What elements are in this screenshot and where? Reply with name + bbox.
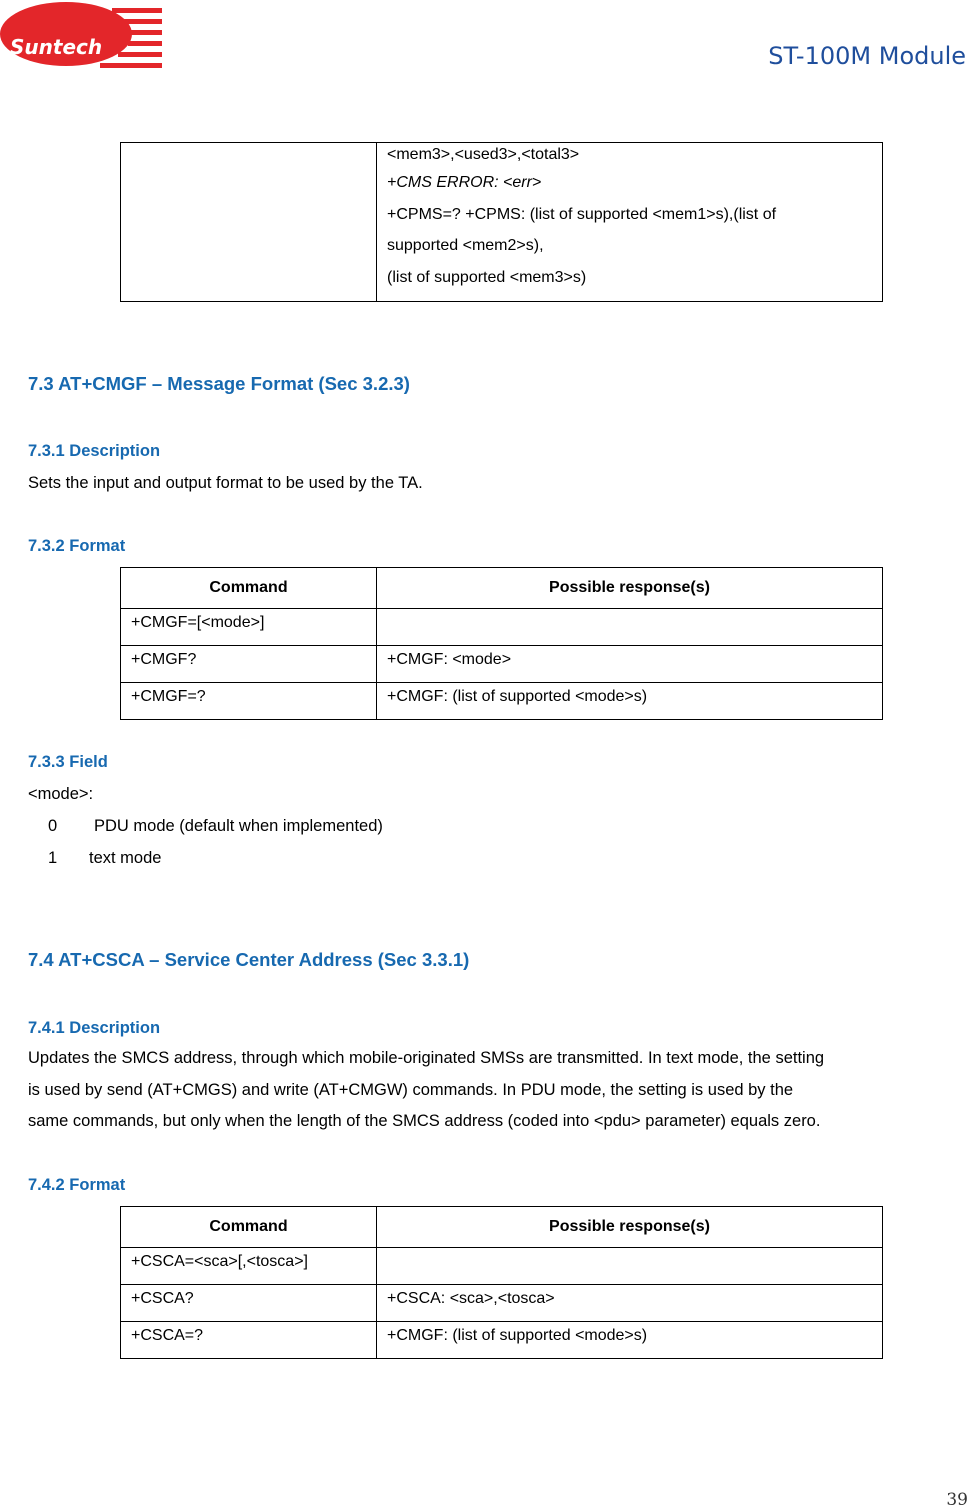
field-item-number: 0 — [48, 817, 58, 835]
table-header-row — [121, 568, 883, 609]
cell-line: (list of supported <mem3>s) — [387, 268, 587, 286]
paragraph-line: is used by send (AT+CMGS) and write (AT+CMGW) commands. In PDU mode, the setting is used by the — [28, 1080, 794, 1099]
module-title: ST-100M Module — [768, 42, 966, 70]
table-row — [121, 609, 883, 646]
column-header-response: Possible response(s) — [377, 568, 883, 609]
section-7-3-title: 7.3 AT+CMGF – Message Format (Sec 3.2.3) — [28, 373, 410, 394]
table-cell — [377, 143, 883, 302]
section-7-3-1-text: Sets the input and output format to be used by the TA. — [28, 474, 423, 492]
cell-line: +CPMS=? +CPMS: (list of supported <mem1>s),(list of — [387, 205, 777, 223]
section-7-3-3-heading: 7.3.3 Field — [28, 753, 108, 771]
table-cell-empty — [121, 143, 377, 302]
response-cell — [377, 609, 883, 646]
response-cell: +CMGF: (list of supported <mode>s) — [377, 1322, 883, 1359]
section-7-3-2-heading: 7.3.2 Format — [28, 537, 126, 555]
cell-line: supported <mem2>s), — [387, 237, 544, 255]
table-row — [121, 1322, 883, 1359]
table-row — [121, 646, 883, 683]
section-7-3-1-heading: 7.3.1 Description — [28, 442, 161, 460]
section-7-4-2-heading: 7.4.2 Format — [28, 1176, 126, 1194]
table-row — [121, 1248, 883, 1285]
table-row — [121, 683, 883, 720]
table-row — [121, 143, 883, 302]
cmgf-format-table — [120, 567, 883, 720]
paragraph-line: Updates the SMCS address, through which mobile-originated SMSs are transmitted. In text mode, the setting — [28, 1049, 825, 1067]
command-cell: +CSCA=<sca>[,<tosca>] — [121, 1248, 377, 1285]
table-header-row — [121, 1207, 883, 1248]
response-cell: +CMGF: (list of supported <mode>s) — [377, 683, 883, 720]
section-7-4-title: 7.4 AT+CSCA – Service Center Address (Sec 3.3.1) — [28, 949, 470, 970]
field-item-text: PDU mode (default when implemented) — [94, 817, 383, 835]
paragraph-line: same commands, but only when the length of the SMCS address (coded into <pdu> parameter) equals zero. — [28, 1112, 821, 1130]
page-number: 39 — [946, 1490, 968, 1510]
command-cell: +CSCA=? — [121, 1322, 377, 1359]
command-cell: +CMGF? — [121, 646, 377, 683]
cell-line: <mem3>,<used3>,<total3> — [387, 146, 580, 163]
response-cell: +CMGF: <mode> — [377, 646, 883, 683]
section-7-4-1-heading: 7.4.1 Description — [28, 1019, 161, 1037]
suntech-logo — [0, 0, 166, 70]
cell-line-italic: +CMS ERROR: <err> — [387, 174, 542, 191]
command-cell: +CSCA? — [121, 1285, 377, 1322]
column-header-response: Possible response(s) — [377, 1207, 883, 1248]
section-7-4-1-text — [28, 1043, 918, 1138]
field-item-text: text mode — [89, 849, 162, 867]
table-row — [121, 1285, 883, 1322]
logo-text: Suntech — [10, 35, 103, 59]
command-cell: +CMGF=[<mode>] — [121, 609, 377, 646]
field-item-number: 1 — [48, 849, 58, 867]
column-header-command: Command — [121, 1207, 377, 1248]
field-label: <mode>: — [28, 785, 94, 803]
response-cell: +CSCA: <sca>,<tosca> — [377, 1285, 883, 1322]
cpms-continuation-table — [120, 142, 883, 302]
command-cell: +CMGF=? — [121, 683, 377, 720]
column-header-command: Command — [121, 568, 377, 609]
response-cell — [377, 1248, 883, 1285]
csca-format-table — [120, 1206, 883, 1359]
